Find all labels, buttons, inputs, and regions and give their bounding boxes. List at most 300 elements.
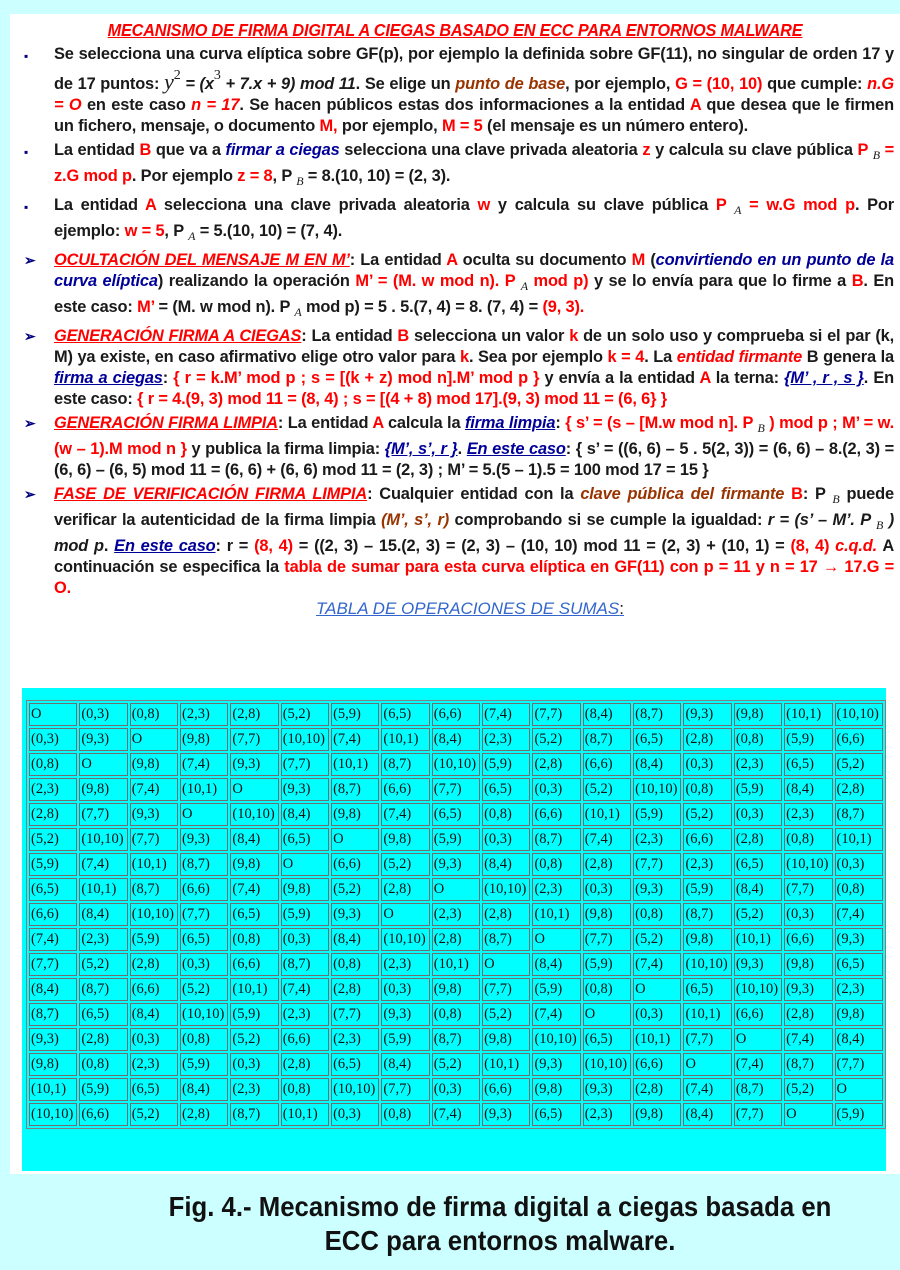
- table-cell: (8,4): [734, 878, 782, 901]
- table-cell: (7,4): [482, 703, 530, 726]
- text-segment: A: [734, 203, 742, 217]
- table-cell: (9,3): [130, 803, 178, 826]
- text-segment: = ((2, 3) – 15.(2, 3) = (2, 3) – (10, 10) mod 11 = (2, 3) + (10, 1) =: [292, 537, 791, 555]
- table-cell: (9,3): [683, 703, 731, 726]
- table-cell: (9,3): [281, 778, 329, 801]
- table-cell: O: [683, 1053, 731, 1076]
- table-cell: (0,3): [281, 928, 329, 951]
- text-segment: y envía a la entidad: [539, 369, 700, 387]
- table-cell: (10,10): [432, 753, 480, 776]
- table-cell: (10,10): [784, 853, 832, 876]
- text-segment: : { s’ = ((6, 6) – 5 . 5(2, 3)) = (6, 6) – 8.(2, 3) = (6, 6) – (6, 5) mod 11 = (6, 6) + (6, 6) mod 11 = (2, 3) ; M’ = 5.(5 – 1).5 = 100 mod 17 = 15 }: [54, 440, 894, 479]
- table-cell: (6,6): [683, 828, 731, 851]
- table-cell: (10,1): [79, 878, 127, 901]
- table-cell: (7,4): [784, 1028, 832, 1051]
- text-segment: y: [164, 69, 174, 94]
- text-segment: = (M. w mod n). P: [154, 298, 295, 316]
- table-cell: (8,4): [180, 1078, 228, 1101]
- table-cell: (8,7): [230, 1103, 278, 1126]
- list-item: [10, 44, 900, 137]
- table-cell: (9,8): [683, 928, 731, 951]
- table-cell: (9,8): [784, 953, 832, 976]
- table-cell: (2,3): [633, 828, 681, 851]
- text-segment: (M’, s’, r): [381, 511, 449, 529]
- table-cell: (6,5): [432, 803, 480, 826]
- table-cell: (2,3): [281, 1003, 329, 1026]
- table-cell: (9,8): [130, 753, 178, 776]
- text-segment: M: [631, 251, 646, 269]
- text-segment: , P: [272, 167, 297, 185]
- table-cell: (7,7): [281, 753, 329, 776]
- table-cell: O: [29, 703, 77, 726]
- table-cell: (2,3): [29, 778, 77, 801]
- text-segment: calcula la: [383, 414, 465, 432]
- table-cell: (10,1): [683, 1003, 731, 1026]
- text-segment: A: [446, 251, 458, 269]
- table-row: [29, 903, 883, 926]
- text-segment: c.q.d.: [829, 537, 878, 555]
- table-cell: (0,3): [633, 1003, 681, 1026]
- table-cell: (10,1): [633, 1028, 681, 1051]
- table-cell: (6,5): [281, 828, 329, 851]
- text-segment: GENERACIÓN FIRMA A CIEGAS: [54, 327, 302, 345]
- text-segment: ) mod p: [54, 511, 894, 555]
- table-cell: (5,2): [29, 828, 77, 851]
- text-segment: . Se elige un: [355, 75, 456, 93]
- table-cell: (7,4): [633, 953, 681, 976]
- text-segment: . Se hacen públicos estas dos informaciones a la entidad: [239, 96, 690, 114]
- table-cell: (6,6): [432, 703, 480, 726]
- table-cell: (2,8): [835, 778, 884, 801]
- text-segment: selecciona una clave privada aleatoria: [156, 196, 478, 214]
- table-cell: (5,2): [130, 1103, 178, 1126]
- table-row: [29, 953, 883, 976]
- table-row: [29, 1053, 883, 1076]
- text-segment: . Sea por ejemplo: [468, 348, 608, 366]
- table-cell: (8,7): [835, 803, 884, 826]
- text-segment: k: [460, 348, 469, 366]
- table-cell: (5,9): [432, 828, 480, 851]
- table-cell: (9,3): [734, 953, 782, 976]
- table-cell: (6,6): [230, 953, 278, 976]
- table-cell: (6,5): [29, 878, 77, 901]
- table-cell: (2,3): [230, 1078, 278, 1101]
- table-cell: (2,8): [583, 853, 631, 876]
- text-segment: ) realizando la operación: [157, 272, 356, 290]
- table-row: [29, 1103, 883, 1126]
- table-cell: (6,5): [835, 953, 884, 976]
- table-cell: (7,4): [130, 778, 178, 801]
- table-row: [29, 703, 883, 726]
- arrow-bullet-icon: ➢: [24, 486, 36, 502]
- text-segment: + 7.x + 9) mod 11: [220, 75, 356, 93]
- table-cell: (7,7): [633, 853, 681, 876]
- text-segment: A: [145, 196, 157, 214]
- table-cell: (8,7): [583, 728, 631, 751]
- table-cell: (10,10): [583, 1053, 631, 1076]
- text-segment: M = 5: [441, 117, 483, 135]
- text-segment: M’ = (M. w mod n). P: [355, 272, 521, 290]
- table-cell: (9,8): [331, 803, 379, 826]
- table-cell: (7,7): [432, 778, 480, 801]
- table-cell: (7,4): [79, 853, 127, 876]
- text-segment: P: [857, 141, 873, 159]
- table-cell: (9,3): [381, 1003, 429, 1026]
- table-cell: (7,4): [331, 728, 379, 751]
- table-cell: (6,5): [784, 753, 832, 776]
- table-row: [29, 928, 883, 951]
- table-cell: (0,8): [381, 1103, 429, 1126]
- text-segment: A: [372, 414, 384, 432]
- table-cell: (6,6): [79, 1103, 127, 1126]
- text-segment: B: [397, 327, 410, 345]
- table-cell: (8,4): [583, 703, 631, 726]
- table-cell: O: [532, 928, 580, 951]
- text-segment: B: [139, 141, 152, 159]
- table-cell: (9,3): [180, 828, 228, 851]
- table-cell: (2,8): [734, 828, 782, 851]
- table-cell: (9,3): [230, 753, 278, 776]
- table-cell: (0,8): [683, 778, 731, 801]
- text-segment: r = (s’ – M’. P: [767, 511, 876, 529]
- table-cell: (5,9): [482, 753, 530, 776]
- table-cell: (8,4): [633, 753, 681, 776]
- text-segment: clave pública del firmante: [580, 485, 785, 503]
- table-cell: (9,3): [29, 1028, 77, 1051]
- text-segment: k = 4: [607, 348, 645, 366]
- table-cell: (8,7): [734, 1078, 782, 1101]
- text-segment: w: [477, 196, 491, 214]
- text-segment: A: [294, 305, 302, 319]
- text-segment: En este caso: [114, 537, 216, 555]
- text-segment: :: [162, 369, 174, 387]
- table-cell: (5,9): [230, 1003, 278, 1026]
- table-cell: (0,3): [130, 1028, 178, 1051]
- text-segment: A: [699, 369, 711, 387]
- text-segment: (el mensaje es un número entero).: [482, 117, 749, 135]
- table-cell: (0,8): [281, 1078, 329, 1101]
- table-cell: (7,4): [381, 803, 429, 826]
- table-caption-text: TABLA DE OPERACIONES DE SUMAS: [316, 599, 620, 618]
- table-cell: (6,5): [683, 978, 731, 1001]
- table-cell: (10,1): [784, 703, 832, 726]
- table-cell: O: [482, 953, 530, 976]
- table-cell: (5,2): [230, 1028, 278, 1051]
- table-cell: (5,2): [532, 728, 580, 751]
- text-segment: En este caso: [466, 440, 566, 458]
- table-cell: (9,8): [432, 978, 480, 1001]
- table-cell: (0,8): [230, 928, 278, 951]
- table-cell: (2,8): [432, 928, 480, 951]
- document-panel: [10, 14, 900, 1174]
- table-cell: (6,6): [583, 753, 631, 776]
- text-segment: : La entidad: [301, 327, 398, 345]
- table-cell: O: [432, 878, 480, 901]
- table-cell: (6,6): [130, 978, 178, 1001]
- table-cell: (6,5): [482, 778, 530, 801]
- table-cell: (0,8): [532, 853, 580, 876]
- table-cell: (0,8): [583, 978, 631, 1001]
- table-cell: (7,4): [583, 828, 631, 851]
- table-cell: (6,6): [331, 853, 379, 876]
- table-cell: (10,10): [835, 703, 884, 726]
- table-cell: (9,8): [29, 1053, 77, 1076]
- text-segment: Se selecciona una curva elíptica sobre GF(p), por ejemplo la definida sobre GF(11), no singular de orden 17 y de 17 puntos:: [54, 45, 894, 93]
- table-cell: (2,8): [331, 978, 379, 1001]
- table-cell: (6,6): [532, 803, 580, 826]
- table-cell: (5,2): [583, 778, 631, 801]
- text-segment: firmar a ciegas: [225, 141, 340, 159]
- table-cell: O: [381, 903, 429, 926]
- table-cell: (8,7): [633, 703, 681, 726]
- sum-table-container: [22, 688, 886, 1171]
- table-cell: (9,3): [784, 978, 832, 1001]
- table-cell: (10,1): [331, 753, 379, 776]
- text-segment: P: [715, 196, 735, 214]
- table-cell: (2,8): [482, 903, 530, 926]
- figure-caption-line-2: ECC para entornos malware.: [324, 1225, 676, 1256]
- table-row: [29, 978, 883, 1001]
- text-segment: z: [642, 141, 651, 159]
- text-segment: . Por ejemplo: [131, 167, 238, 185]
- table-cell: (9,8): [734, 703, 782, 726]
- table-cell: (8,4): [331, 928, 379, 951]
- table-cell: (6,6): [734, 1003, 782, 1026]
- table-cell: (5,2): [180, 978, 228, 1001]
- text-segment: { r = 4.(9, 3) mod 11 = (8, 4) ; s = [(4 + 8) mod 17].(9, 3) mod 11 = (6, 6} }: [137, 390, 667, 408]
- table-cell: O: [281, 853, 329, 876]
- square-bullet-icon: ▪: [24, 200, 29, 214]
- table-cell: (8,4): [432, 728, 480, 751]
- table-cell: (2,3): [130, 1053, 178, 1076]
- table-cell: (8,4): [482, 853, 530, 876]
- table-cell: (5,9): [130, 928, 178, 951]
- table-cell: (5,2): [381, 853, 429, 876]
- text-segment: B: [851, 272, 864, 290]
- text-segment: (9, 3).: [542, 298, 585, 316]
- table-cell: (6,5): [230, 903, 278, 926]
- table-cell: O: [835, 1078, 884, 1101]
- table-cell: (0,3): [432, 1078, 480, 1101]
- table-row: [29, 803, 883, 826]
- text-segment: {M’, s’, r }: [384, 440, 458, 458]
- table-cell: (2,3): [180, 703, 228, 726]
- list-item: [10, 140, 900, 192]
- table-cell: (2,8): [180, 1103, 228, 1126]
- text-segment: { s’ = (s – [M.w mod n]. P: [565, 414, 758, 432]
- table-cell: (10,1): [281, 1103, 329, 1126]
- table-cell: (10,10): [180, 1003, 228, 1026]
- text-segment: : r =: [215, 537, 255, 555]
- table-cell: (2,3): [583, 1103, 631, 1126]
- text-segment: : Cualquier entidad con la: [367, 485, 581, 503]
- text-segment: (: [645, 251, 656, 269]
- table-cell: (2,3): [381, 953, 429, 976]
- table-cell: (7,7): [381, 1078, 429, 1101]
- table-cell: (10,1): [230, 978, 278, 1001]
- text-segment: = 5.(10, 10) = (7, 4).: [195, 222, 343, 240]
- table-cell: (7,4): [29, 928, 77, 951]
- text-segment: ) mod p ; M’ = w.(w – 1).M mod n }: [54, 414, 895, 458]
- table-cell: (5,9): [281, 903, 329, 926]
- list-item: [10, 484, 900, 599]
- table-cell: (2,8): [281, 1053, 329, 1076]
- text-segment: 3: [213, 68, 221, 83]
- text-segment: M’: [137, 298, 155, 316]
- table-cell: (0,8): [432, 1003, 480, 1026]
- table-cell: (10,10): [331, 1078, 379, 1101]
- text-segment: k: [569, 327, 579, 345]
- text-segment: , P: [164, 222, 189, 240]
- table-cell: (5,9): [381, 1028, 429, 1051]
- table-cell: (10,1): [432, 953, 480, 976]
- figure-caption-line-1: Fig. 4.- Mecanismo de firma digital a ciegas basada en: [168, 1191, 832, 1222]
- square-bullet-icon: ▪: [24, 145, 29, 159]
- text-segment: B genera la: [802, 348, 894, 366]
- table-cell: (0,8): [734, 728, 782, 751]
- figure-caption: [132, 1190, 868, 1258]
- table-cell: (7,7): [583, 928, 631, 951]
- table-cell: O: [331, 828, 379, 851]
- text-segment: : La entidad: [349, 251, 447, 269]
- table-cell: (10,10): [532, 1028, 580, 1051]
- table-cell: (10,10): [482, 878, 530, 901]
- table-cell: (8,7): [432, 1028, 480, 1051]
- text-segment: w = 5: [124, 222, 165, 240]
- table-cell: (7,7): [532, 703, 580, 726]
- table-cell: (9,8): [633, 1103, 681, 1126]
- table-cell: (6,5): [130, 1078, 178, 1101]
- table-cell: (0,3): [683, 753, 731, 776]
- table-cell: (2,8): [381, 878, 429, 901]
- text-segment: 2: [173, 68, 181, 83]
- table-cell: (0,3): [835, 853, 884, 876]
- text-segment: A continuación se especifica la: [54, 537, 895, 576]
- table-cell: (5,2): [835, 753, 884, 776]
- table-cell: (7,4): [532, 1003, 580, 1026]
- table-cell: (10,1): [532, 903, 580, 926]
- table-cell: (7,7): [482, 978, 530, 1001]
- table-cell: (8,4): [130, 1003, 178, 1026]
- text-segment: n.G = O: [54, 75, 894, 114]
- table-cell: (10,10): [79, 828, 127, 851]
- table-cell: O: [583, 1003, 631, 1026]
- table-cell: (0,3): [583, 878, 631, 901]
- list-item: [10, 195, 900, 247]
- table-cell: (0,8): [784, 828, 832, 851]
- table-cell: (6,5): [331, 1053, 379, 1076]
- table-cell: (8,4): [835, 1028, 884, 1051]
- table-row: [29, 1028, 883, 1051]
- table-cell: (9,3): [583, 1078, 631, 1101]
- table-cell: (6,6): [180, 878, 228, 901]
- text-segment: y calcula su clave pública: [490, 196, 716, 214]
- table-cell: (2,3): [532, 878, 580, 901]
- table-cell: (9,3): [532, 1053, 580, 1076]
- table-cell: (10,10): [281, 728, 329, 751]
- table-cell: (7,4): [734, 1053, 782, 1076]
- table-cell: (0,8): [482, 803, 530, 826]
- table-cell: (8,4): [784, 778, 832, 801]
- text-segment: GENERACIÓN FIRMA LIMPIA: [54, 414, 278, 432]
- text-segment: A: [520, 279, 528, 293]
- table-cell: (0,3): [79, 703, 127, 726]
- table-row: [29, 828, 883, 851]
- text-segment: firma limpia: [464, 414, 556, 432]
- table-cell: O: [230, 778, 278, 801]
- text-segment: de un solo uso y comprueba si el par (k, M) ya existe, en caso afirmativo elige otro valor para: [54, 327, 895, 366]
- table-cell: (5,9): [29, 853, 77, 876]
- table-cell: O: [734, 1028, 782, 1051]
- table-cell: (0,3): [230, 1053, 278, 1076]
- table-cell: (5,9): [79, 1078, 127, 1101]
- text-segment: = (x: [180, 75, 214, 93]
- text-segment: M,: [319, 117, 338, 135]
- text-segment: punto de base: [455, 75, 566, 93]
- table-cell: (10,1): [130, 853, 178, 876]
- table-row: [29, 753, 883, 776]
- table-cell: (7,7): [734, 1103, 782, 1126]
- text-segment: que desea que le firmen un fichero, mensaje, o documento: [54, 96, 894, 135]
- text-segment: por ejemplo,: [337, 117, 442, 135]
- table-cell: (9,8): [835, 1003, 884, 1026]
- table-cell: (2,8): [79, 1028, 127, 1051]
- table-cell: (9,3): [79, 728, 127, 751]
- table-cell: (2,3): [734, 753, 782, 776]
- table-cell: (5,9): [835, 1103, 884, 1126]
- text-segment: . En este caso:: [54, 272, 895, 316]
- table-cell: (0,3): [331, 1103, 379, 1126]
- table-cell: (0,3): [180, 953, 228, 976]
- text-segment: A: [188, 229, 196, 243]
- table-cell: (8,7): [784, 1053, 832, 1076]
- text-segment: OCULTACIÓN DEL MENSAJE M EN M’: [54, 251, 350, 269]
- table-cell: (0,3): [482, 828, 530, 851]
- table-cell: (10,1): [482, 1053, 530, 1076]
- table-caption-colon: :: [619, 599, 624, 618]
- table-cell: (7,4): [180, 753, 228, 776]
- text-segment: que va a: [151, 141, 226, 159]
- table-cell: (5,2): [633, 928, 681, 951]
- table-cell: (5,9): [784, 728, 832, 751]
- table-cell: (7,4): [281, 978, 329, 1001]
- table-cell: (7,7): [79, 803, 127, 826]
- table-cell: (8,7): [29, 1003, 77, 1026]
- table-cell: (0,8): [633, 903, 681, 926]
- table-cell: (2,8): [130, 953, 178, 976]
- table-cell: O: [79, 753, 127, 776]
- table-row: [29, 778, 883, 801]
- table-cell: (5,2): [683, 803, 731, 826]
- table-cell: (8,7): [130, 878, 178, 901]
- list-item: [10, 250, 900, 323]
- text-segment: = w.G mod p: [741, 196, 855, 214]
- table-row: [29, 853, 883, 876]
- table-row: [29, 1003, 883, 1026]
- table-row: [29, 878, 883, 901]
- text-segment: B: [832, 492, 840, 506]
- table-cell: (5,2): [432, 1053, 480, 1076]
- text-segment: la terna:: [710, 369, 785, 387]
- table-cell: (8,4): [532, 953, 580, 976]
- table-cell: (5,2): [734, 903, 782, 926]
- text-segment: . Por ejemplo:: [54, 196, 895, 240]
- text-segment: : La entidad: [277, 414, 373, 432]
- arrow-bullet-icon: ➢: [24, 415, 36, 431]
- text-segment: z = 8: [237, 167, 273, 185]
- table-cell: (8,7): [281, 953, 329, 976]
- square-bullet-icon: ▪: [24, 49, 29, 63]
